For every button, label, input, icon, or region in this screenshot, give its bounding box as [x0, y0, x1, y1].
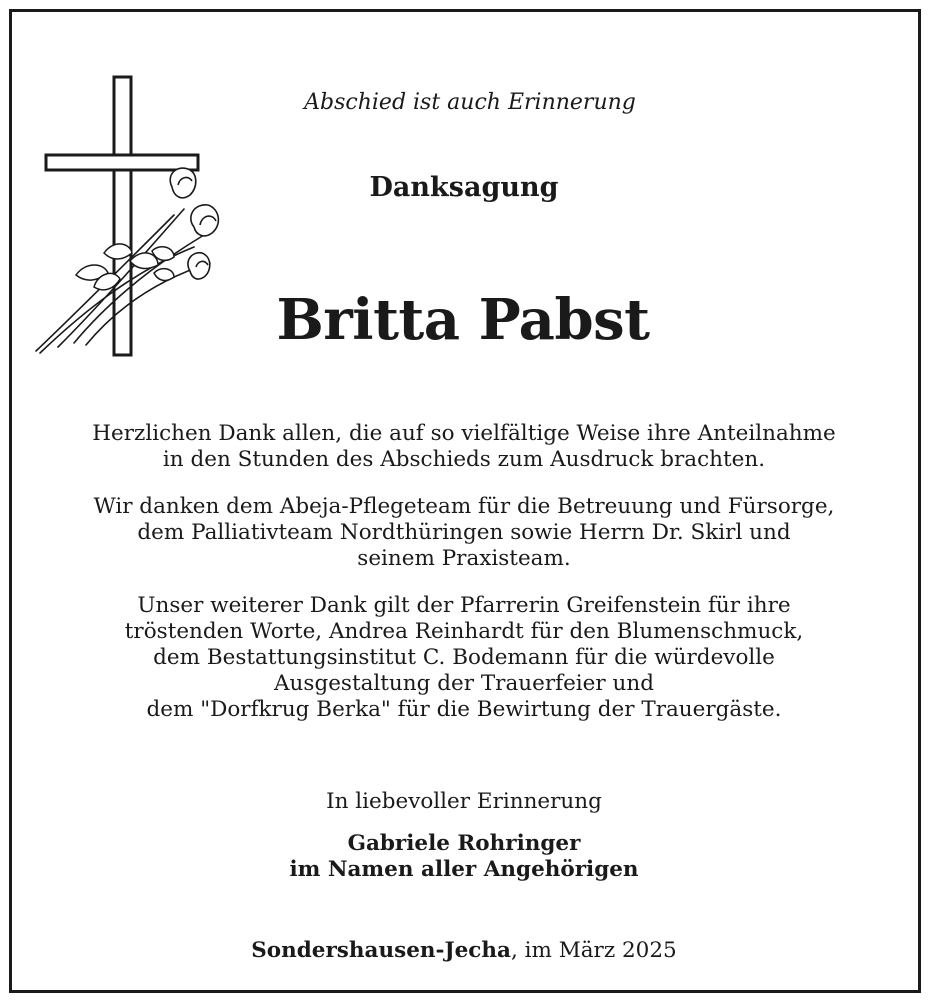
signer-note: im Namen aller Angehörigen — [289, 857, 639, 882]
closing-line: In liebevoller Erinnerung — [326, 789, 602, 814]
signers-block — [20, 831, 908, 883]
deceased-name: Britta Pabst — [276, 287, 650, 353]
paragraph-2 — [20, 494, 908, 572]
paragraph-1 — [20, 421, 908, 473]
signer-name: Gabriele Rohringer — [347, 831, 581, 856]
text-line: Wir danken dem Abeja-Pflegeteam für die Betreuung und Fürsorge, — [93, 494, 835, 519]
cross-with-roses-icon — [34, 75, 224, 360]
motto-line: Abschied ist auch Erinnerung — [304, 90, 636, 115]
thank-you-text — [20, 421, 908, 744]
text-line: in den Stunden des Abschieds zum Ausdruck brachten. — [162, 447, 766, 472]
text-line: dem Bestattungsinstitut C. Bodemann für die würdevolle — [153, 645, 775, 670]
text-line: dem "Dorfkrug Berka" für die Bewirtung der Trauergäste. — [146, 697, 782, 722]
place-name: Sondershausen-Jecha — [251, 938, 511, 963]
date-text: , im März 2025 — [510, 938, 677, 963]
text-line: dem Palliativteam Nordthüringen sowie Herrn Dr. Skirl und — [137, 520, 791, 545]
headline-danksagung: Danksagung — [369, 172, 559, 203]
place-and-date — [20, 937, 908, 965]
text-line: Ausgestaltung der Trauerfeier und — [274, 671, 654, 696]
text-line: seinem Praxisteam. — [357, 546, 571, 571]
text-line: tröstenden Worte, Andrea Reinhardt für den Blumenschmuck, — [124, 619, 804, 644]
paragraph-3 — [20, 593, 908, 723]
text-line: Unser weiterer Dank gilt der Pfarrerin Greifenstein für ihre — [137, 593, 791, 618]
text-line: Herzlichen Dank allen, die auf so vielfältige Weise ihre Anteilnahme — [92, 421, 836, 446]
